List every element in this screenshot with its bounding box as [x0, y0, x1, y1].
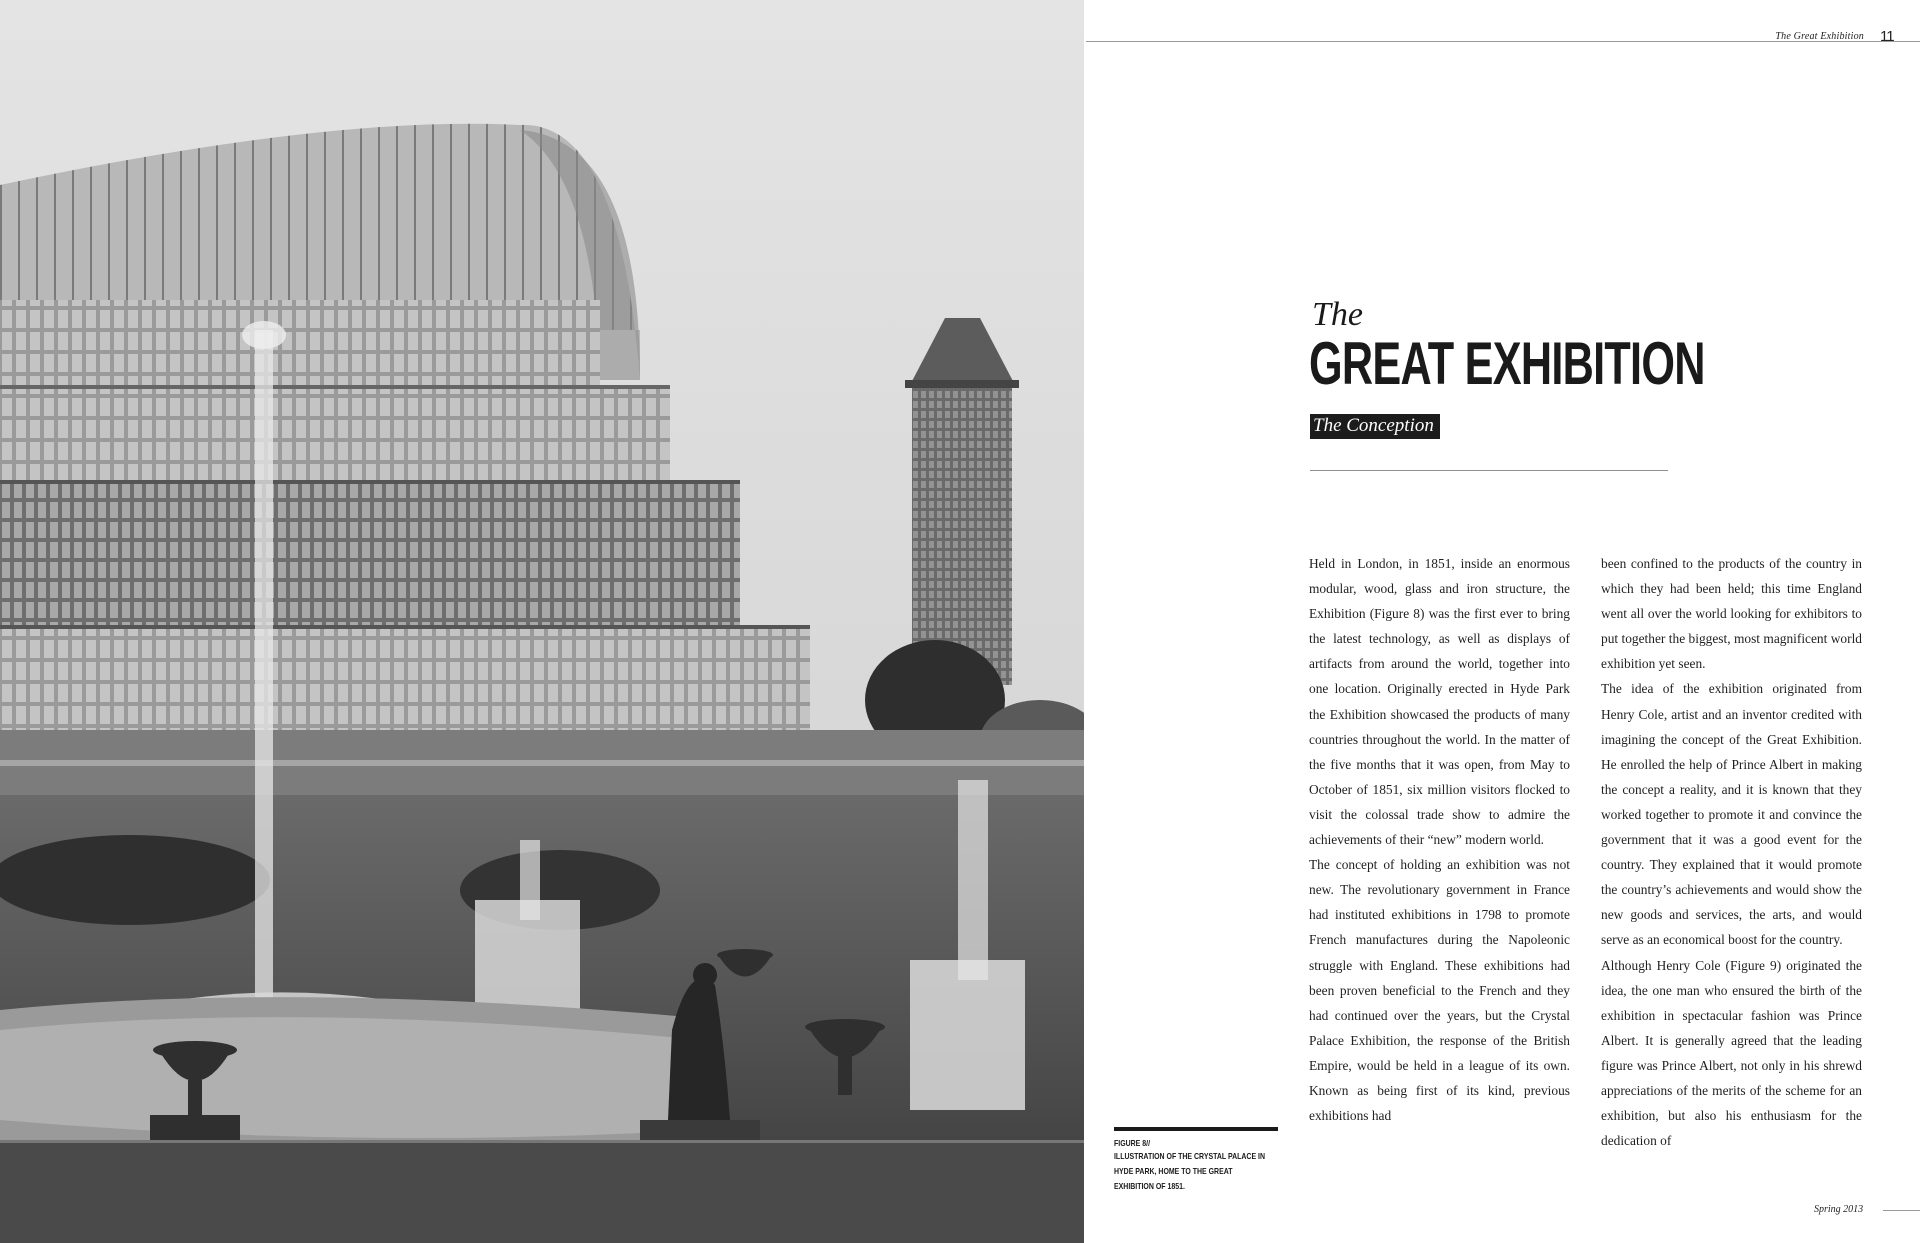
title-rule [1310, 470, 1668, 471]
body-column-1 [1309, 551, 1570, 1128]
page-number: 11 [1880, 28, 1894, 45]
article-subtitle: The Conception [1310, 414, 1440, 439]
issue-footer: Spring 2013 [1814, 1204, 1864, 1215]
body-column-2 [1601, 551, 1862, 1153]
figure-caption: ILLUSTRATION OF THE CRYSTAL PALACE IN HYDE PARK, HOME TO THE GREAT EXHIBITION OF 1851. [1114, 1151, 1266, 1191]
paragraph: The idea of the exhibition originated from Henry Cole, artist and an inventor credited with imagining the concept of the Great Exhibition. He enrolled the help of Prince Albert in making the concept a reality, and it is known that they worked together to promote it and convince the government that it was a good event for the country. They explained that it would promote the country’s achievements and would show the new goods and services, the arts, and would serve as an economical boost for the country. [1601, 681, 1862, 948]
running-header: The Great Exhibition [1775, 31, 1864, 42]
article-title: GREAT EXHIBITION [1309, 330, 1705, 397]
title-prefix: The [1312, 296, 1363, 333]
paragraph: The concept of holding an exhibition was not new. The revolutionary government in France had instituted exhibitions in 1798 to promote French manufactures during the Napoleonic struggle with England. These exhibitions had been proven beneficial to the French and they had continued over the years, but the Crystal Palace Exhibition, the response of the British Empire, would be held in a league of its own. Known as being first of its kind, previous exhibitions had [1309, 857, 1570, 1124]
paragraph: Although Henry Cole (Figure 9) originated the idea, the one man who ensured the birth of the exhibition in spectacular fashion was Prince Albert. It is generally agreed that the leading figure was Prince Albert, not only in his shrewd appreciations of the merits of the scheme for an exhibition, but also his enthusiasm for the dedication of [1601, 957, 1862, 1149]
paragraph: been confined to the products of the country in which they had been held; this time England went all over the world looking for exhibitors to put together the biggest, most magnificent world exhibition yet seen. [1601, 556, 1862, 672]
paragraph: Held in London, in 1851, inside an enormous modular, wood, glass and iron structure, the Exhibition (Figure 8) was the first ever to bring the latest technology, as well as displays of artifacts from around the world, together into one location. Originally erected in Hyde Park the Exhibition showcased the products of many countries throughout the world. In the matter of the five months that it was open, from May to October of 1851, six million visitors flocked to visit the colossal trade show to admire the achievements of their “new” modern world. [1309, 556, 1570, 848]
footer-rule [1883, 1210, 1920, 1211]
caption-rule [1114, 1127, 1278, 1131]
figure-label: FIGURE 8// [1114, 1138, 1151, 1148]
